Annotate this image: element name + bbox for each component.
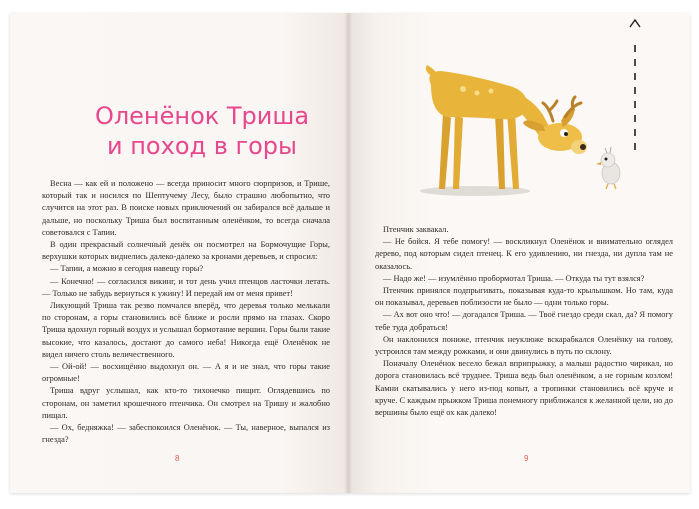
deer-icon <box>426 65 587 189</box>
title-line-1: Оленёнок Триша <box>94 102 310 130</box>
paragraph: — Надо же! — изумлённо пробормотал Триша. — Откуда ты тут взялся? <box>383 273 645 283</box>
title-line-2: и поход в горы <box>107 132 297 160</box>
book-gutter <box>344 13 352 493</box>
paragraph: В один прекрасный солнечный денёк он посмотрел на Бормочущие Горы, верхушки которых виднелись далеко-далеко за кронами деревьев, и спросил: <box>42 240 330 262</box>
story-title <box>72 101 332 161</box>
paragraph: Ликующий Триша так резво помчался вперёд, что деревья только мелькали по сторонам, а горы становились всё ближе и росли прямо на глазах. Скоро Триша вдохнул горный воздух и услышал бормотание вершин. Горы были такие высокие, что казалось, достают до самого неба! Никогда ещё Оленёнок не видел ничего столь величественного. <box>42 301 330 359</box>
page-number-left: 8 <box>175 454 180 463</box>
left-page <box>10 13 348 493</box>
page-number-right: 9 <box>524 454 529 463</box>
paragraph: Поначалу Оленёнок весело бежал вприпрыжку, а малыш радостно чирикал, но дорога становилась всё труднее. Триша ведь был оленёнком, а не горным козлом! Камни скатывались у него из-под копыт, а тропинки становились всё круче и круче. С каждым прыжком Триша понемногу приближался к желанной цели, но до вершины было ещё ох как далеко! <box>375 359 673 418</box>
paragraph: Он наклонился пониже, птенчик неуклюже вскарабкался Оленёнку на голову, устроился там между рожками, и они двинулись в путь по склону. <box>375 334 673 357</box>
book-spread <box>10 13 690 493</box>
paragraph: — Ох, бедняжка! — забеспокоился Оленёнок. — Ты, наверное, выпался из гнезда? <box>42 423 330 445</box>
paragraph: Весна — как ей и положено — всегда приносит много сюрпризов, и Трише, который так и носился по Шептучему Лесу, было страшно любопытно, что случится на этот раз. В поиске новых приключений он забирался всё дальше и дальше, но поскольку Триша был воспитанным оленёнком, то всегда сначала советовался с Тапии. <box>42 179 330 237</box>
paragraph: Птенчик заквакал. <box>383 225 449 234</box>
bird-icon <box>596 147 620 189</box>
paragraph: — Тапии, а можно я сегодня навещу горы? <box>50 264 204 274</box>
left-body-text <box>42 178 330 446</box>
paragraph: — Ой-ой! — восхищённо выдохнул он. — А я и не знал, что горы такие огромные! <box>42 362 330 384</box>
paragraph: Птенчик принялся подпрыгивать, показывая куда-то крылышком. Но там, куда он показывал, деревьев поблизости не было — одни только горы. <box>375 286 673 308</box>
paragraph: — Ах вот оно что! — догадался Триша. — Твоё гнездо среди скал, да? Я помогу тебе туда добраться! <box>375 310 673 332</box>
deer-and-bird-illustration <box>403 13 688 213</box>
right-page <box>348 13 690 493</box>
paragraph: — Не бойся. Я тебе помогу! — воскликнул Оленёнок и внимательно оглядел дерево, под которым сидел птенец. К его удивлению, ни гнезда, ни дупла там не оказалось. <box>375 237 673 271</box>
paragraph: — Конечно! — согласился викинг, и тот день учил птенцов ласточки летать. — Только не забудь вернуться к ужину! И передай им от меня привет! <box>42 276 330 298</box>
right-body-text <box>375 224 673 419</box>
dashed-trail-arrow <box>630 20 640 153</box>
paragraph: Триша вдруг услышал, как кто-то тихонечко пищит. Оглядевшись по сторонам, он заметил крошечного птенчика. Он смотрел на Тришу и жалобно пищал. <box>42 386 330 420</box>
